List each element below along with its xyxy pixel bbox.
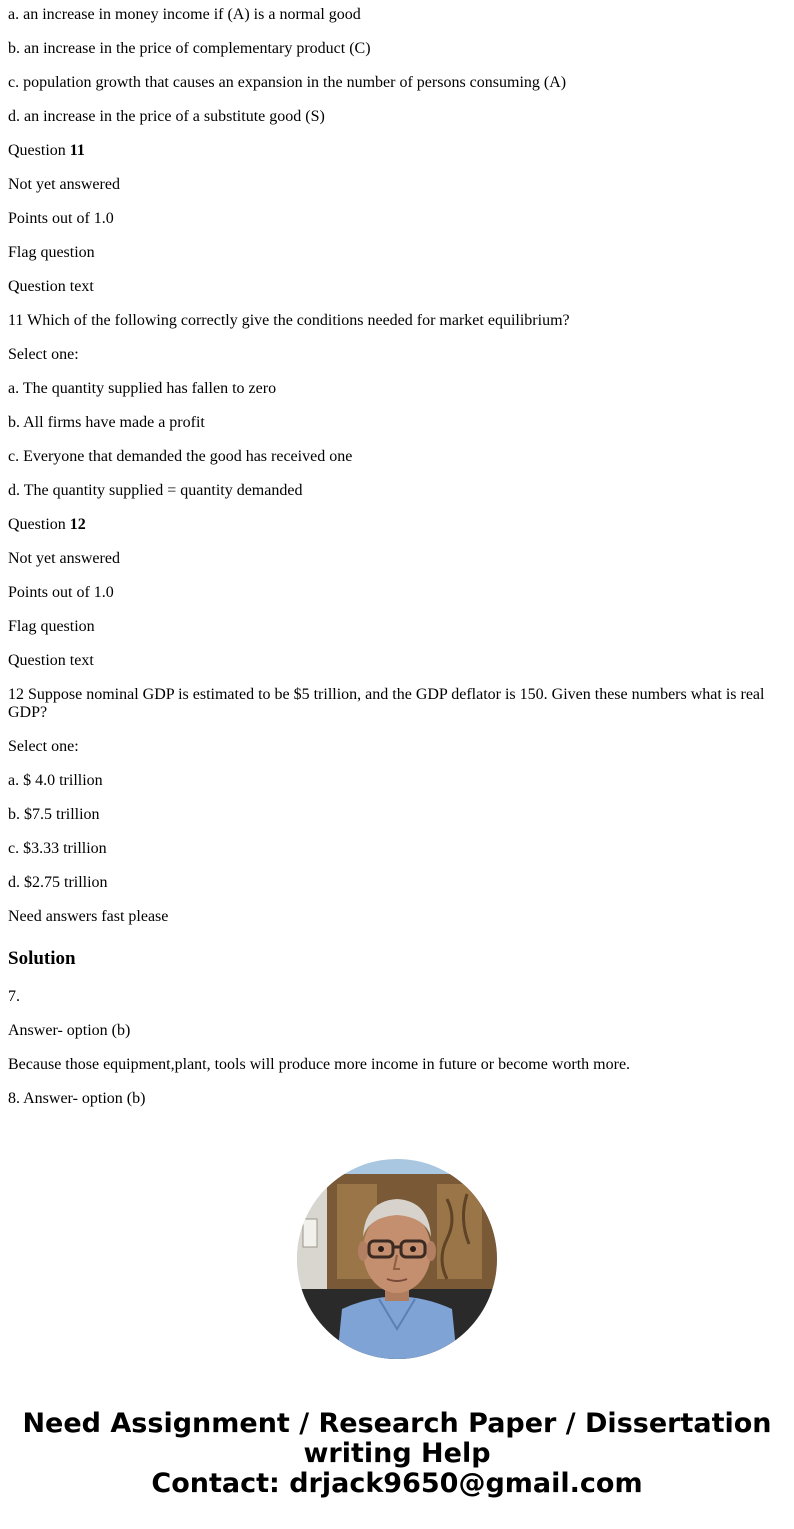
document-body: [0, 6, 794, 1108]
q11-points: Points out of 1.0: [8, 210, 114, 227]
q11-question-text: 11 Which of the following correctly give the conditions needed for market equilibrium?: [8, 312, 570, 329]
q11-option-a[interactable]: a. The quantity supplied has fallen to zero: [8, 380, 277, 397]
q11-label: Question: [8, 142, 70, 159]
request-text: Need answers fast please: [8, 908, 169, 925]
q10-option-b: b. an increase in the price of complementary product (C): [8, 40, 371, 57]
q12-flag-question[interactable]: Flag question: [8, 618, 95, 635]
q12-option-b[interactable]: b. $7.5 trillion: [8, 806, 100, 823]
q11-option-c[interactable]: c. Everyone that demanded the good has received one: [8, 448, 353, 465]
solution-heading: Solution: [8, 948, 76, 969]
q12-option-d[interactable]: d. $2.75 trillion: [8, 874, 108, 891]
q11-number: 11: [69, 142, 85, 159]
q11-flag-question[interactable]: Flag question: [8, 244, 95, 261]
q10-option-a: a. an increase in money income if (A) is a normal good: [8, 6, 361, 23]
q12-status: Not yet answered: [8, 550, 120, 567]
q10-option-d: d. an increase in the price of a substitute good (S): [8, 108, 325, 125]
q12-number: 12: [69, 516, 86, 533]
q11-option-d[interactable]: d. The quantity supplied = quantity demanded: [8, 482, 303, 499]
q12-question-text: 12 Suppose nominal GDP is estimated to be $5 trillion, and the GDP deflator is 150. Given these numbers what is real GDP?: [8, 686, 765, 721]
q12-option-c[interactable]: c. $3.33 trillion: [8, 840, 107, 857]
solution-line-2: Answer- option (b): [8, 1022, 131, 1039]
q12-label: Question: [8, 516, 70, 533]
q12-points: Points out of 1.0: [8, 584, 114, 601]
solution-line-3: Because those equipment,plant, tools will produce more income in future or become worth more.: [8, 1056, 631, 1073]
person-portrait-icon: [297, 1159, 497, 1359]
solution-line-1: 7.: [8, 988, 20, 1005]
promo-contact[interactable]: Contact: drjack9650@gmail.com: [151, 1468, 643, 1499]
avatar: [297, 1159, 497, 1359]
q12-option-a[interactable]: a. $ 4.0 trillion: [8, 772, 103, 789]
solution-line-4: 8. Answer- option (b): [8, 1090, 146, 1107]
promo-banner: [0, 1409, 794, 1499]
q11-heading: [8, 142, 786, 160]
promo-line-2: writing Help: [303, 1438, 491, 1469]
q12-heading: [8, 516, 786, 534]
q11-status: Not yet answered: [8, 176, 120, 193]
q11-text-label: Question text: [8, 278, 94, 295]
q11-option-b[interactable]: b. All firms have made a profit: [8, 414, 205, 431]
q12-text-label: Question text: [8, 652, 94, 669]
q12-select-one: Select one:: [8, 738, 79, 755]
q10-option-c: c. population growth that causes an expansion in the number of persons consuming (A): [8, 74, 567, 91]
promo-line-1: Need Assignment / Research Paper / Dissertation: [22, 1408, 772, 1439]
q11-select-one: Select one:: [8, 346, 79, 363]
